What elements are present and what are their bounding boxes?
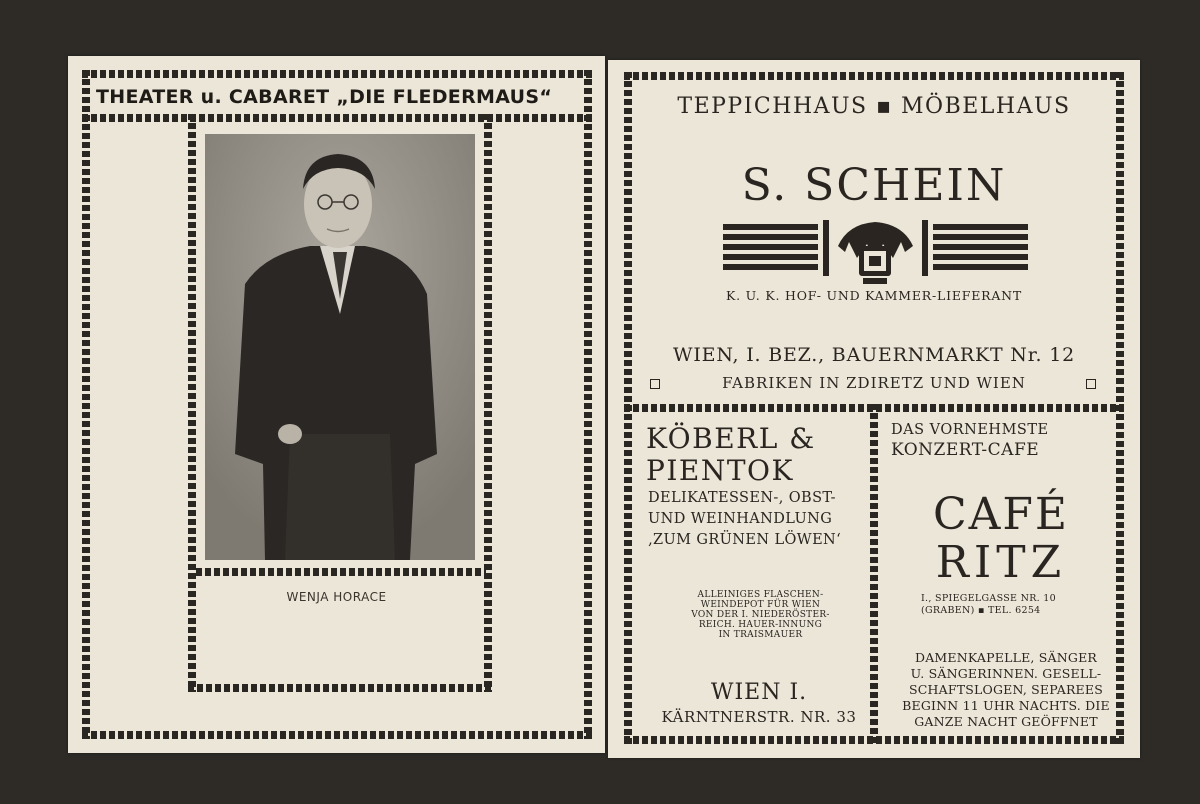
left-border-top xyxy=(82,70,592,78)
left-inner-border-left xyxy=(188,114,196,692)
left-border-right xyxy=(584,70,592,739)
cafe-info-line2: U. SÄNGERINNEN. GESELL- xyxy=(910,666,1102,681)
koeberl-city: WIEN I. xyxy=(710,680,808,705)
koeberl-desc-line2: UND WEINHANDLUNG xyxy=(648,511,833,527)
right-column-divider xyxy=(870,404,878,744)
portrait-figure xyxy=(205,134,475,560)
koeberl-small-line2: WEINDEPOT FÜR WIEN xyxy=(700,600,821,610)
right-border-top xyxy=(624,72,1124,80)
cafe-info-line5: GANZE NACHT GEÖFFNET xyxy=(914,714,1098,729)
portrait-photo xyxy=(205,134,475,560)
schein-name: S. SCHEIN xyxy=(741,160,1007,211)
koeberl-name-line1: KÖBERL & xyxy=(646,422,816,455)
cafe-name-line2: RITZ xyxy=(935,537,1067,588)
cafe-info-line1: DAMENKAPELLE, SÄNGER xyxy=(914,650,1098,665)
cafe-info-line3: SCHAFTSLOGEN, SEPAREES xyxy=(909,682,1103,697)
bullet-square-icon xyxy=(1086,379,1096,389)
cafe-info-line4: BEGINN 11 UHR NACHTS. DIE xyxy=(902,698,1110,713)
koeberl-desc-line3: ‚ZUM GRÜNEN LÖWEN‘ xyxy=(648,532,842,548)
koeberl-name-line2: PIENTOK xyxy=(646,454,794,487)
imperial-eagle-emblem xyxy=(723,216,1028,286)
schein-subtitle: K. U. K. HOF- UND KAMMER-LIEFERANT xyxy=(725,288,1023,303)
cafe-address-line1: I., SPIEGELGASSE NR. 10 xyxy=(921,593,1056,604)
left-page xyxy=(68,56,605,753)
koeberl-small-line5: IN TRAISMAUER xyxy=(718,630,803,640)
cafe-address-line2: (GRABEN) ▪ TEL. 6254 xyxy=(921,605,1041,616)
cafe-tag-line1: DAS VORNEHMSTE xyxy=(891,422,1049,438)
cafe-name-line1: CAFÉ xyxy=(932,489,1070,540)
left-border-left xyxy=(82,70,90,739)
portrait-border-bottom xyxy=(196,568,486,576)
koeberl-street: KÄRNTNERSTR. NR. 33 xyxy=(661,708,857,726)
theater-title: THEATER u. CABARET „DIE FLEDERMAUS“ xyxy=(96,86,553,108)
portrait-caption: WENJA HORACE xyxy=(286,590,387,604)
left-border-bottom xyxy=(82,731,592,739)
cafe-tag-line2: KONZERT-CAFE xyxy=(891,440,1040,460)
koeberl-desc-line1: DELIKATESSEN-, OBST- xyxy=(648,490,836,506)
schein-address: WIEN, I. BEZ., BAUERNMARKT Nr. 12 xyxy=(673,344,1075,366)
schein-header: TEPPICHHAUS ▪ MÖBELHAUS xyxy=(677,94,1071,119)
koeberl-small-line1: ALLEINIGES FLASCHEN- xyxy=(697,590,824,600)
left-inner-border-bottom xyxy=(188,684,492,692)
koeberl-small-line3: VON DER I. NIEDERÖSTER- xyxy=(691,610,830,620)
right-page xyxy=(608,60,1140,758)
left-inner-border-right xyxy=(484,114,492,692)
schein-factories: FABRIKEN IN ZDIRETZ UND WIEN xyxy=(722,374,1026,392)
left-title-rule xyxy=(82,114,592,122)
koeberl-small-line4: REICH. HAUER-INNUNG xyxy=(698,620,823,630)
